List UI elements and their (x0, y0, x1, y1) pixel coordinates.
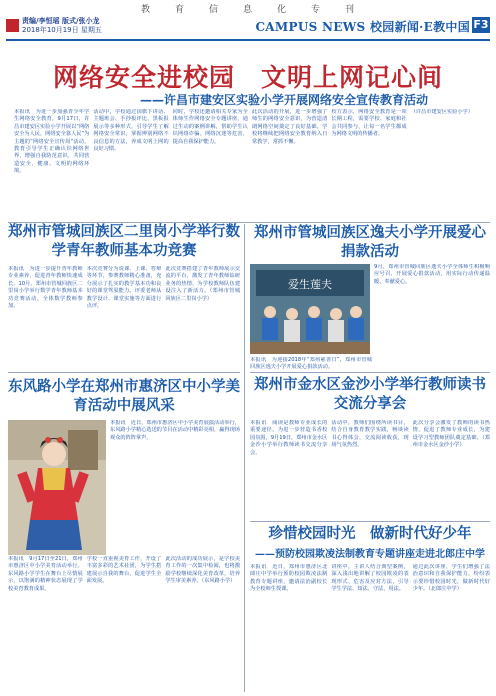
story1-column: 本次竞赛分为说课、上课、答辩等环节，参赛教师精心准备，充分展示了扎实的教学基本功和良好的课堂驾驭能力。评委老师从教学设计、课堂实施等方面进行点评。 (86, 266, 162, 310)
story4-headline: 郑州市金水区金沙小学举行教师读书交流分享会 (254, 377, 486, 412)
story1-column: 此次竞赛搭建了青年教师展示交流的平台，激发了青年教师钻研业务的热情，为学校教师队伍建设注入了新活力。（郑州市管城回族区二里岗小学） (165, 266, 241, 302)
section-divider (8, 372, 240, 373)
date-line: 2018年10月19日 星期五 (22, 26, 102, 34)
masthead-meta (22, 17, 102, 35)
classroom-photo (250, 264, 370, 354)
lead-column: 校方表示，网络安全教育是一项长期工程，需要学校、家庭和社会共同参与，让每一名学生都成为网络文明的传播者。 (331, 109, 407, 138)
story5-column: 本报讯 近日，郑州市惠济区北郎庄中学举行预防校园欺凌法制教育专题讲座，邀请法治副校长为全校师生授课。 (250, 564, 328, 593)
story1-column: 本报讯 为进一步提升青年教师专业素养，促进青年教师快速成长，10月，郑州市管城回族区二里岗小学举行数学青年教师基本功竞赛活动，全体数学教师参加。 (8, 266, 83, 310)
story4-column: 活动中，教师们围绕所读书目，结合自身教育教学实践，畅谈读书心得体会，交流阅读收获，现场气氛热烈。 (331, 420, 409, 449)
section-divider (250, 521, 490, 522)
story3-headline: 郑州市管城回族区逸夫小学开展爱心捐款活动 (254, 225, 486, 260)
lead-headline: 网络安全进校园 文明上网记心间 (52, 63, 443, 92)
tagline-char: 育 (174, 4, 185, 15)
tagline-char: 息 (242, 4, 253, 15)
story2-body (8, 556, 240, 692)
tagline-char: 信 (208, 4, 219, 15)
story5-subheadline: ——预防校园欺凌法制教育专题讲座走进北郎庄中学 (255, 549, 485, 560)
lead-column: 此次活动的开展，进一步增强了师生的网络安全意识，为营造清朗网络空间奠定了良好基础。学校将继续把网络安全教育纳入日常教学，常抓不懈。 (251, 109, 328, 145)
story3-side-text: 9月，郑州市管城回族区逸夫小学全体师生积极响应号召，开展爱心捐款活动，用实际行动传递温暖，奉献爱心。 (374, 264, 490, 285)
story5-column: 通过此次讲座，学生们增强了法治意识和自我保护能力，纷纷表示要珍惜校园时光，做新时代好少年。（北郎庄中学） (412, 564, 490, 593)
tagline-char: 刊 (345, 4, 356, 15)
special-issue-tagline (0, 0, 496, 16)
story4-column: 本报讯 阅读是教师专业成长的重要途径。为进一步营造书香校园氛围，9月19日，郑州市金水区金沙小学举行教师读书交流分享会。 (250, 420, 328, 456)
story2-column: 学校一直重视美育工作，开设了丰富多彩的艺术社团，为学生搭建展示自我的舞台，促进学生全面发展。 (86, 556, 162, 585)
photo-banner-text: 爱生莲夫 (288, 278, 332, 291)
story5-column: 讲座中，主讲人结合典型案例，深入浅出地讲解了校园欺凌的表现形式、危害及应对方法，引导学生学法、知法、守法、用法。 (331, 564, 409, 593)
lead-column: 本报讯 为进一步加强青少年学生网络安全教育，9月17日，许昌市建安区实验小学开展以“网络安全为人民，网络安全靠人民”为主题的“网络安全宣传周”活动，教育引导学生正确认识网络世界，增强自我防范意识，共同营造安全、健康、文明的网络环境。 (14, 109, 90, 175)
story5-headline: 珍惜校园时光 做新时代好少年 (268, 526, 472, 542)
story4-column: 此次分享会激发了教师的读书热情，促进了教师专业成长，为建设学习型教师团队奠定基础。（郑州市金水区金沙小学） (412, 420, 490, 449)
story2-column: 此次活动的成功展示，是学校美育工作的一次集中检阅，也将激励学校继续深化美育改革，培养学生审美素养。（东风路小学） (165, 556, 241, 585)
lead-subheadline: ——许昌市建安区实验小学开展网络安全宣传教育活动 (140, 93, 429, 107)
story1-headline: 郑州市管城回族区二里岗小学举行数学青年教师基本功竞赛 (8, 224, 240, 259)
editor-line: 责编/李恒瑶 版式/张小龙 (22, 17, 100, 25)
story2-headline: 东风路小学在郑州市惠济区中小学美育活动中展风采 (8, 379, 240, 414)
lead-column: 同时，学校还邀请相关专家为全体师生作网络安全专题讲座，通过生动的案例讲解，帮助学生认识网络诈骗、网络沉迷等危害，提高自我保护能力。 (172, 109, 248, 145)
header-rule (6, 39, 490, 41)
section-title: CAMPUS NEWS 校园新闻·E教中国 (255, 20, 470, 34)
lead-byline: （许昌市建安区实验小学） (410, 109, 473, 115)
page-number-badge: F3 (473, 18, 489, 31)
story4-body (250, 420, 490, 516)
story2-side-text: 本报讯 近日，郑州市惠济区中小学美育展演活动举行，东风路小学精心选送的节目在活动中精彩亮相，赢得现场观众的阵阵掌声。 (110, 420, 240, 441)
section-divider (250, 372, 490, 373)
story5-body (250, 564, 490, 692)
newspaper-logo (6, 19, 19, 32)
story2-column: 本报讯 9月17日至21日，郑州市惠济区中小学美育活动举行。东风路小学学生在舞台上尽情展示，以饱满的精神状态展现了学校美育教育成果。 (8, 556, 83, 592)
column-divider (244, 224, 245, 692)
tagline-char: 专 (311, 4, 322, 15)
lead-column: 活动中，学校通过国旗下讲话、主题班会、手抄报评比、黑板报展示等多种形式，引导学生了解网络安全常识，掌握辨别网络不良信息的方法，养成文明上网的良好习惯。 (93, 109, 169, 153)
story3-lead-text: 本报讯 为迎接2018年“郑州慈善日”，郑州市管城回族区逸夫小学开展爱心捐款活动。 (250, 357, 372, 371)
story1-body (8, 266, 240, 360)
tagline-char: 教 (140, 4, 151, 15)
lead-body (14, 109, 486, 221)
tagline-char: 化 (277, 4, 288, 15)
performer-photo (8, 420, 106, 555)
